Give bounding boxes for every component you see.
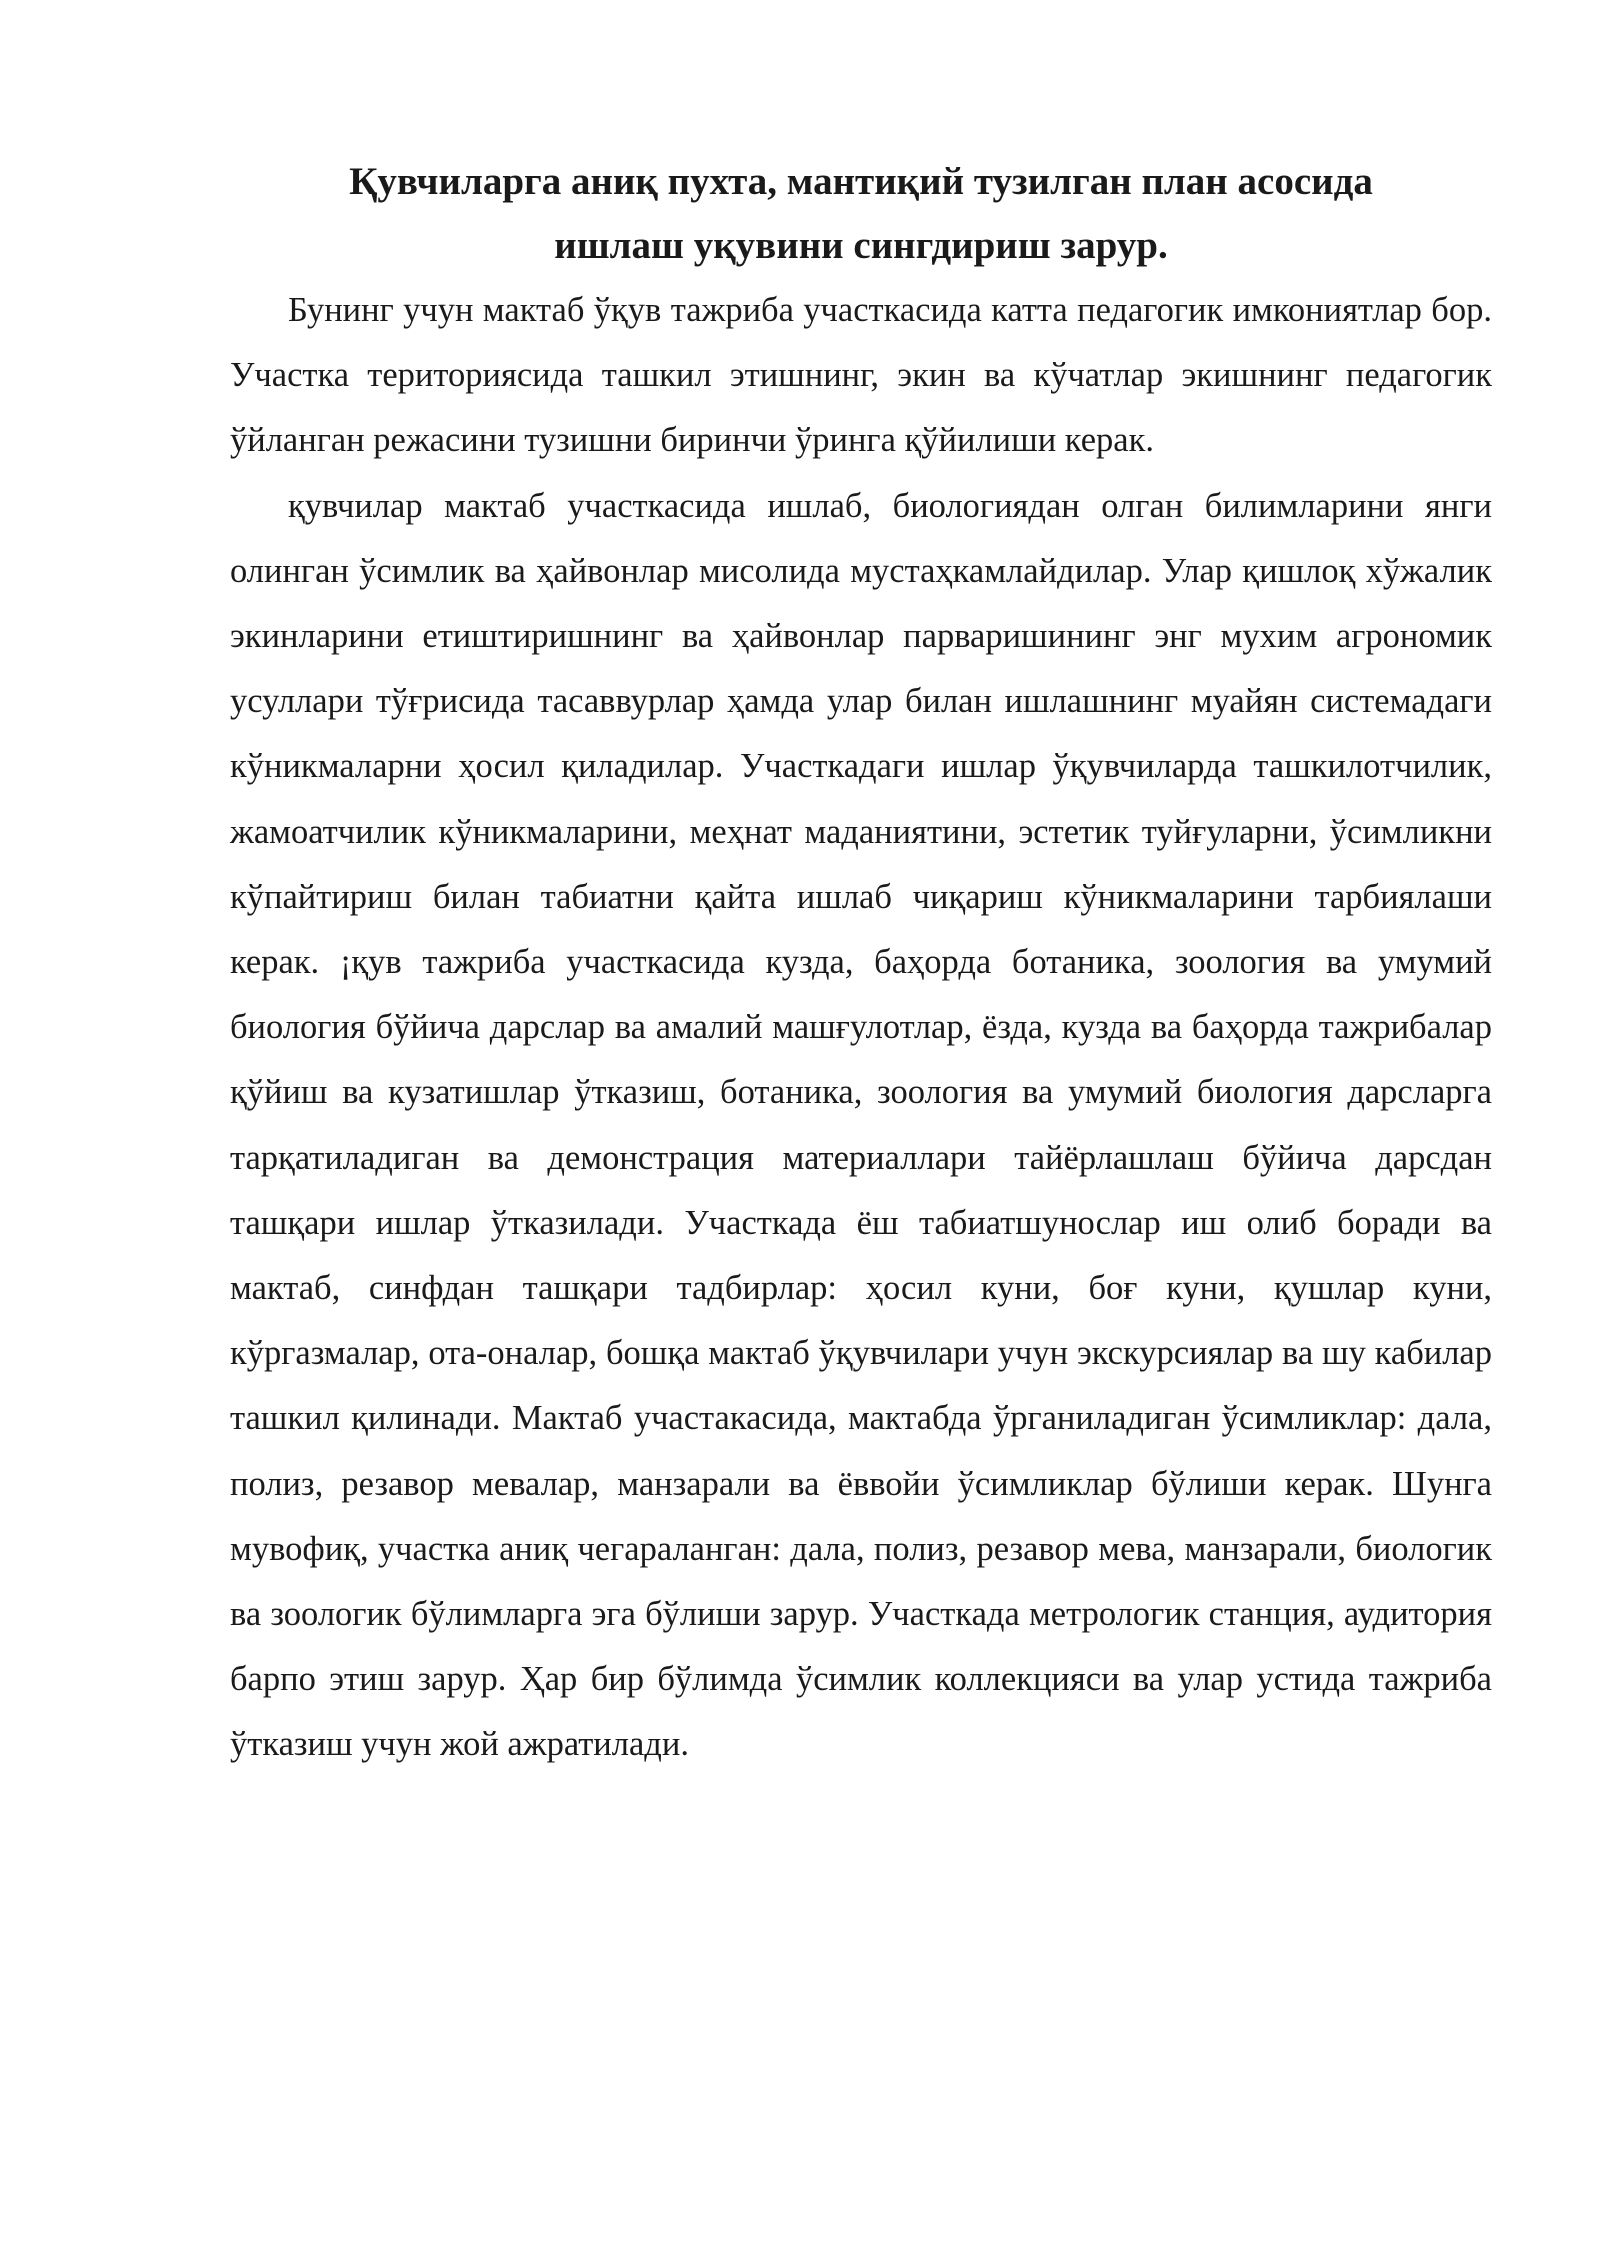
document-body [230,150,1492,1778]
title-line-2: ишлаш уқувини сингдириш зарур. [554,224,1168,267]
paragraph-1: Бунинг учун мактаб ўқув тажриба участкасида катта педагогик имкониятлар бор. Участка териториясида ташкил этишнинг, экин ва кўчатлар экишнинг педагогик ўйланган режасини тузишни биринчи ўринга қўйилиши керак. [230,291,1492,460]
title-line-1: Қувчиларга аниқ пухта, мантиқий тузилган план асосида [349,160,1373,203]
document-title [230,150,1492,278]
paragraph-2: қувчилар мактаб участкасида ишлаб, биологиядан олган билимларини янги олинган ўсимлик ва ҳайвонлар мисолида мустаҳкамлайдилар. Улар қишлоқ хўжалик экинларини етиштиришнинг ва ҳайвонлар парваришининг энг мухим агрономик усуллари тўғрисида тасаввурлар ҳамда улар билан ишлашнинг муайян системадаги кўникмаларни ҳосил қиладилар. Участкадаги ишлар ўқувчиларда ташкилотчилик, жамоатчилик кўникмаларини, меҳнат маданиятини, эстетик туйғуларни, ўсимликни кўпайтириш билан табиатни қайта ишлаб чиқариш кўникмаларини тарбиялаши керак. ¡қув тажриба участкасида кузда, баҳорда ботаника, зоология ва умумий биология бўйича дарслар ва амалий машғулотлар, ёзда, кузда ва баҳорда тажрибалар қўйиш ва кузатишлар ўтказиш, ботаника, зоология ва умумий биология дарсларга тарқатиладиган ва демонстрация материаллари тайёрлашлаш бўйича дарсдан ташқари ишлар ўтказилади. Участкада ёш табиатшунослар иш олиб боради ва мактаб, синфдан ташқари тадбирлар: ҳосил куни, боғ куни, қушлар куни, кўргазмалар, ота-оналар, бошқа мактаб ўқувчилари учун экскурсиялар ва шу кабилар ташкил қилинади. Мактаб участакасида, мактабда ўрганиладиган ўсимликлар: дала, полиз, резавор мевалар, манзарали ва ёввойи ўсимликлар бўлиши керак. Шунга мувофиқ, участка аниқ чегараланган: дала, полиз, резавор мева, манзарали, биологик ва зоологик бўлимларга эга бўлиши зарур. Участкада метрологик станция, аудитория барпо этиш зарур. Ҳар бир бўлимда ўсимлик коллекцияси ва улар устида тажриба ўтказиш учун жой ажратилади. [230,486,1492,1764]
